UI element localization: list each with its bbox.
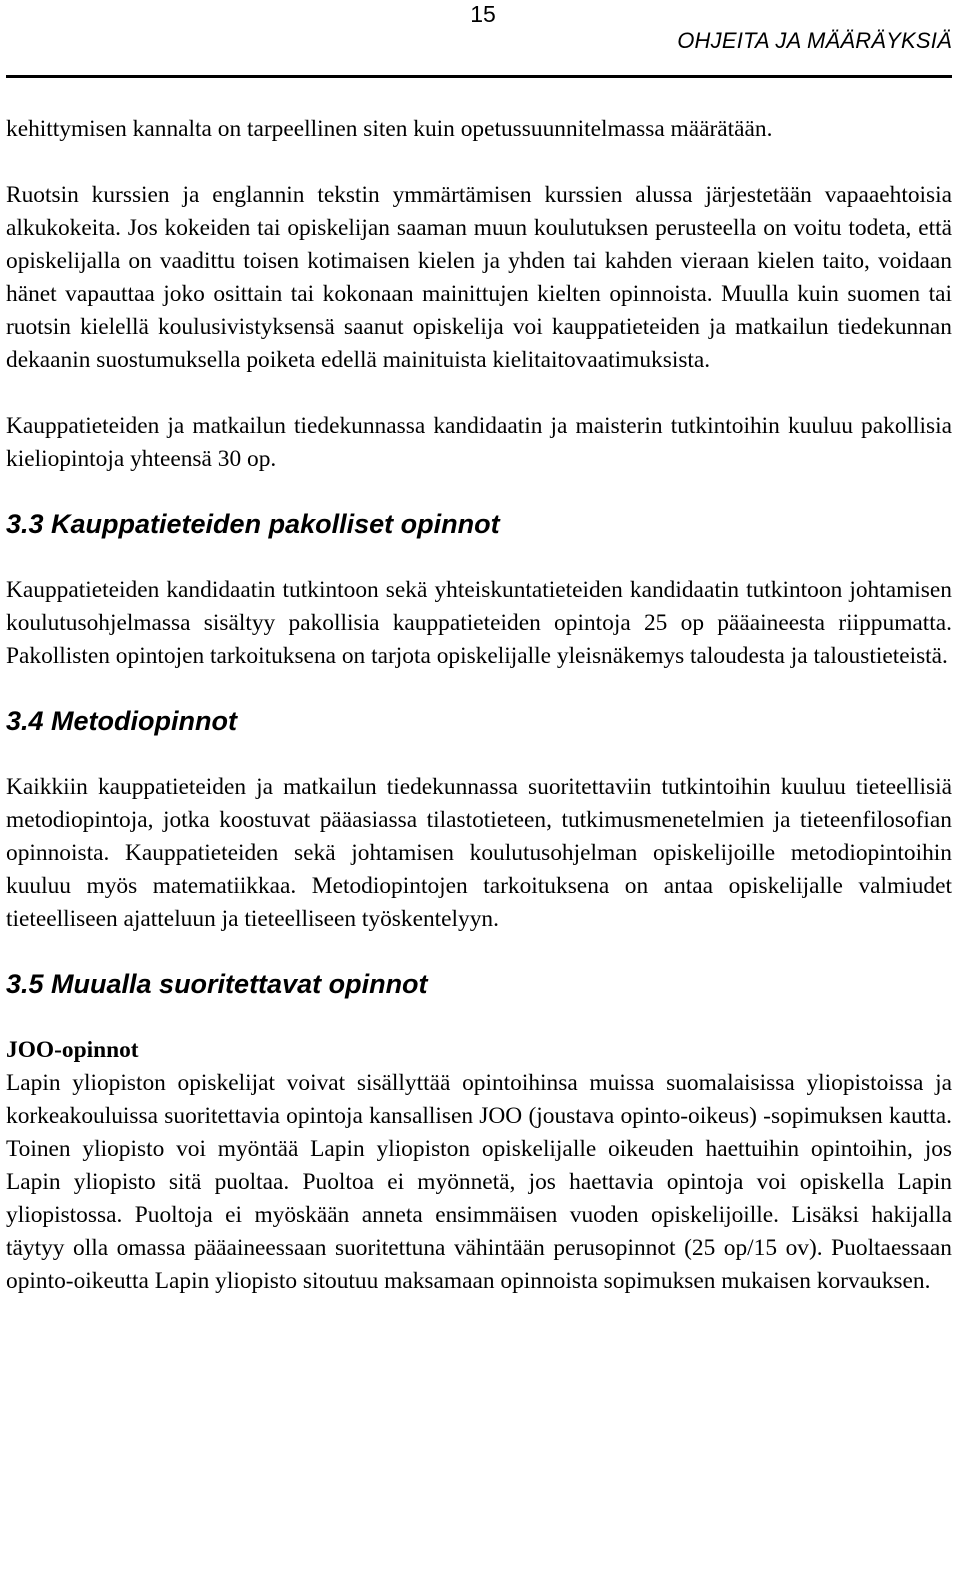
- paragraph-method-studies: Kaikkiin kauppatieteiden ja matkailun tiedekunnassa suoritettaviin tutkintoihin kuuluu tieteellisiä metodiopintoja, jotka koostuvat pääasiassa tilastotieteen, tutkimusmenetelmien ja tieteenfilosofian opinnoista. Kauppatieteiden sekä johtamisen koulutusohjelman opiskelijoille metodiopintoihin kuuluu myös matematiikkaa. Metodiopintojen tarkoituksena on antaa opiskelijalle valmiudet tieteelliseen ajatteluun ja tieteelliseen työskentelyyn.: [6, 774, 952, 932]
- running-head: OHJEITA JA MÄÄRÄYKSIÄ: [677, 28, 952, 53]
- paragraph-mandatory-language-credits: Kauppatieteiden ja matkailun tiedekunnassa kandidaatin ja maisterin tutkintoihin kuuluu pakollisia kieliopintoja yhteensä 30 op.: [6, 413, 952, 472]
- page-number: 15: [470, 1, 496, 27]
- heading-3-5: 3.5 Muualla suoritettavat opinnot: [6, 969, 428, 999]
- document-body: [6, 113, 952, 1298]
- header-rule: [6, 75, 952, 78]
- paragraph-joo-studies: Lapin yliopiston opiskelijat voivat sisällyttää opintoihinsa muissa suomalaisissa yliopistoissa ja korkeakouluissa suoritettavia opintoja kansallisen JOO (joustava opinto-oikeus) -sopimuksen kautta. Toinen yliopisto voi myöntää Lapin yliopiston opiskelijalle oikeuden haettuihin opintoihin, jos Lapin yliopisto sitä puoltaa. Puoltoa ei myönnetä, jos haettavia opintoja voi opiskella Lapin yliopistossa. Puoltoja ei myöskään anneta ensimmäisen vuoden opiskelijoille. Lisäksi hakijalla täytyy olla omassa pääaineessaan suoritettuna vähintään perusopinnot (25 op/15 ov). Puoltaessaan opinto-oikeutta Lapin yliopisto sitoutuu maksamaan opinnoista sopimuksen mukaisen korvauksen.: [6, 1070, 952, 1294]
- paragraph-language-requirements: kehittymisen kannalta on tarpeellinen siten kuin opetussuunnitelmassa määrätään.: [6, 116, 773, 142]
- heading-3-3: 3.3 Kauppatieteiden pakolliset opinnot: [6, 509, 500, 539]
- heading-joo-studies: JOO-opinnot: [6, 1037, 139, 1063]
- heading-3-4: 3.4 Metodiopinnot: [6, 706, 237, 736]
- paragraph-mandatory-business-studies: Kauppatieteiden kandidaatin tutkintoon sekä yhteiskuntatieteiden kandidaatin tutkintoon johtamisen koulutusohjelmassa sisältyy pakollisia kauppatieteiden opintoja 25 op pääaineesta riippumatta. Pakollisten opintojen tarkoituksena on tarjota opiskelijalle yleisnäkemys taloudesta ja taloustieteistä.: [6, 577, 952, 669]
- paragraph-entry-exams: Ruotsin kurssien ja englannin tekstin ymmärtämisen kurssien alussa järjestetään vapaaehtoisia alkukokeita. Jos kokeiden tai opiskelijan saaman muun koulutuksen perusteella on voitu todeta, että opiskelijalla on vaadittu toisen kotimaisen kielen ja yhden tai kahden vieraan kielen taito, voidaan hänet vapauttaa joko osittain tai kokonaan mainittujen kielten opinnoista. Muulla kuin suomen tai ruotsin kielellä koulusivistyksensä saanut opiskelija voi kauppatieteiden ja matkailun tiedekunnan dekaanin suostumuksella poiketa edellä mainituista kielitaitovaatimuksista.: [6, 182, 952, 373]
